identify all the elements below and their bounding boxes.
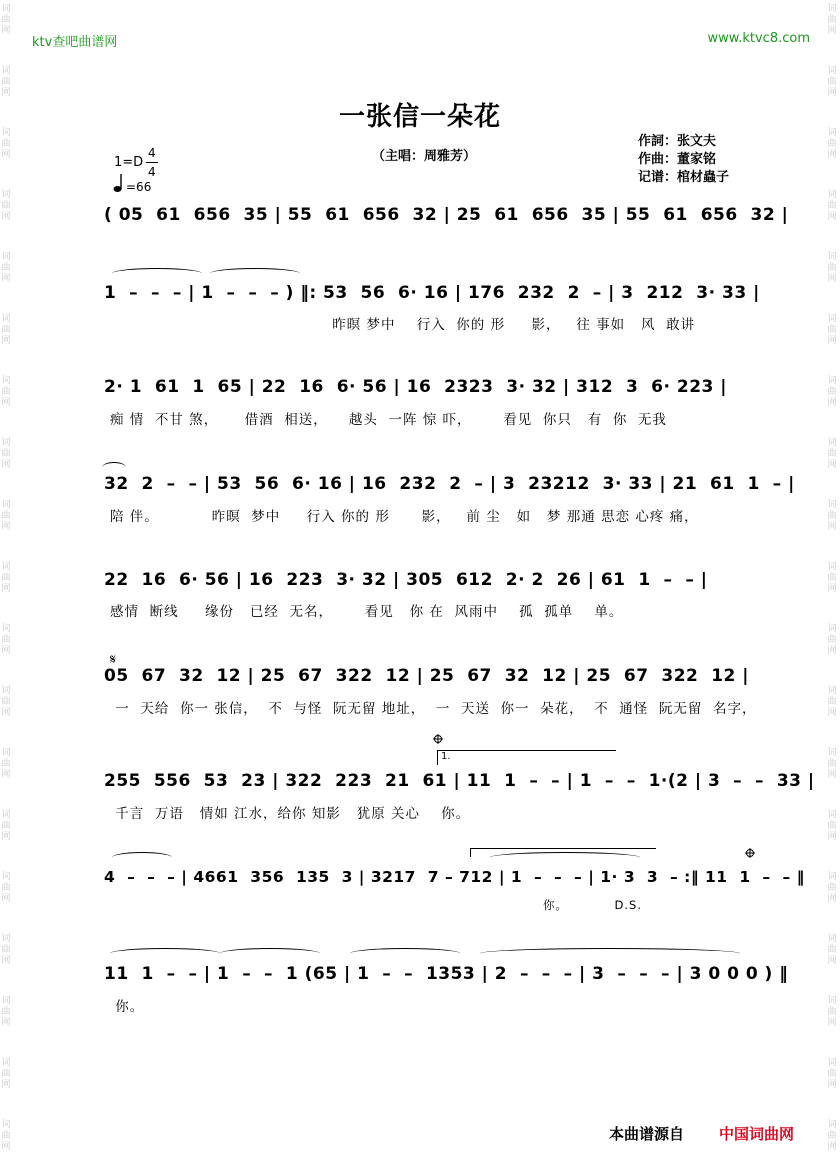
side-watermark-text: 词 曲 网 xyxy=(1,624,11,656)
slur-arc xyxy=(210,268,300,279)
volta-label: 1. xyxy=(441,751,451,762)
slur-arc xyxy=(112,268,202,279)
notation-line-9: 11 1 – – | 1 – – 1 (65 | 1 – – 1353 | 2 – – – | 3 – – – | 3 0 0 0 ) ‖ xyxy=(104,964,789,984)
side-watermark-text: 词 曲 网 xyxy=(1,810,11,842)
side-watermark-text: 词 曲 网 xyxy=(827,376,837,408)
side-watermark-text: 词 曲 网 xyxy=(1,996,11,1028)
side-watermark-text: 词 曲 网 xyxy=(1,872,11,904)
side-watermark-text: 词 曲 网 xyxy=(1,748,11,780)
side-watermark-text: 词 曲 网 xyxy=(827,1058,837,1090)
right-watermark-strip xyxy=(826,0,840,1169)
segno-sign: 𝄋 xyxy=(110,652,117,668)
song-title: 一张信一朵花 xyxy=(338,102,501,132)
lyrics-line-5: 感情 断线 缘份 已经 无名， 看见 你 在 风雨中 孤 孤单 单。 xyxy=(110,604,624,620)
tempo-marking: =66 xyxy=(126,180,152,194)
slur-arc xyxy=(480,948,740,959)
side-watermark-text: 词 曲 网 xyxy=(827,686,837,718)
lyrics-line-9: 你。 xyxy=(110,999,145,1015)
side-watermark-text: 词 曲 网 xyxy=(827,500,837,532)
time-signature-top: 4 xyxy=(148,146,156,160)
side-watermark-text: 词 曲 网 xyxy=(1,128,11,160)
slur-arc xyxy=(350,948,460,959)
slur-arc xyxy=(112,852,172,863)
side-watermark-text: 词 曲 网 xyxy=(827,438,837,470)
side-watermark-text: 词 曲 网 xyxy=(827,624,837,656)
side-watermark-text: 词 曲 网 xyxy=(827,314,837,346)
side-watermark-text: 词 曲 网 xyxy=(1,1058,11,1090)
side-watermark-text: 词 曲 网 xyxy=(827,190,837,222)
coda-icon xyxy=(433,734,443,744)
composer-credit: 作曲：董家铭 xyxy=(638,152,717,167)
side-watermark-text: 词 曲 网 xyxy=(827,252,837,284)
side-watermark-text: 词 曲 网 xyxy=(827,4,837,36)
side-watermark-text: 词 曲 网 xyxy=(827,562,837,594)
notation-line-3: 2· 1 61 1 65 | 22 16 6· 56 | 16 2323 3· 32 | 312 3 6· 223 | xyxy=(104,377,727,397)
side-watermark-text: 词 曲 网 xyxy=(827,128,837,160)
slur-arc xyxy=(110,948,220,959)
side-watermark-text: 词 曲 网 xyxy=(827,810,837,842)
side-watermark-text: 词 曲 网 xyxy=(827,934,837,966)
side-watermark-text: 词 曲 网 xyxy=(1,314,11,346)
left-watermark-strip xyxy=(0,0,14,1169)
side-watermark-text: 词 曲 网 xyxy=(1,66,11,98)
singer-label: （主唱：周雅芳） xyxy=(372,149,477,164)
lyrics-line-7: 千言 万语 情如 江水，给你 知影 犹原 关心 你。 xyxy=(110,806,471,822)
slur-arc xyxy=(220,948,320,959)
side-watermark-text: 词 曲 网 xyxy=(827,872,837,904)
lyrics-line-3: 痴 情 不甘 煞， 借酒 相送， 越头 一阵 惊 吓， 看见 你只 有 你 无我 xyxy=(110,412,667,428)
slur-arc xyxy=(490,852,640,863)
transcriber-credit: 记谱：棺材蟲子 xyxy=(638,170,730,185)
key-signature: 1=D xyxy=(114,155,144,170)
slur-arc xyxy=(102,462,126,473)
notation-line-1: ( 05 61 656 35 | 55 61 656 32 | 25 61 656 35 | 55 61 656 32 | xyxy=(104,205,789,225)
side-watermark-text: 词 曲 网 xyxy=(827,1120,837,1152)
footer-source-site[interactable]: 中国词曲网 xyxy=(719,1125,795,1143)
time-signature-bottom: 4 xyxy=(148,165,156,179)
quarter-note-icon xyxy=(112,172,124,194)
side-watermark-text: 词 曲 网 xyxy=(1,252,11,284)
side-watermark-text: 词 曲 网 xyxy=(1,190,11,222)
side-watermark-text: 词 曲 网 xyxy=(1,686,11,718)
footer-source-label: 本曲谱源自 xyxy=(609,1125,685,1143)
notation-line-7: 255 556 53 23 | 322 223 21 61 | 11 1 – – | 1 – – 1·(2 | 3 – – 33 | xyxy=(104,771,815,791)
lyrics-line-8: 你。 D.S. xyxy=(110,898,642,912)
lyrics-line-4: 陪 伴。 昨暝 梦中 行入 你的 形 影， 前 尘 如 梦 那通 思恋 心疼 痛， xyxy=(110,509,699,525)
side-watermark-text: 词 曲 网 xyxy=(1,376,11,408)
side-watermark-text: 词 曲 网 xyxy=(1,934,11,966)
side-watermark-text: 词 曲 网 xyxy=(1,562,11,594)
notation-line-4: 32 2 – – | 53 56 6· 16 | 16 232 2 – | 3 23212 3· 33 | 21 61 1 – | xyxy=(104,474,795,494)
notation-line-5: 22 16 6· 56 | 16 223 3· 32 | 305 612 2· 2 26 | 61 1 – – | xyxy=(104,570,708,590)
lyrics-line-2: 昨暝 梦中 行入 你的 形 影， 往 事如 风 敢讲 xyxy=(110,317,696,333)
site-logo-left[interactable]: ktv查吧曲谱网 xyxy=(32,35,118,50)
side-watermark-text: 词 曲 网 xyxy=(827,996,837,1028)
side-watermark-text: 词 曲 网 xyxy=(827,66,837,98)
volta-bracket xyxy=(437,750,616,765)
notation-line-2: 1 – – – | 1 – – – ) ‖: 53 56 6· 16 | 176 232 2 – | 3 212 3· 33 | xyxy=(104,283,760,303)
side-watermark-text: 词 曲 网 xyxy=(1,438,11,470)
lyrics-line-6: 一 天给 你一 张信， 不 与怪 阮无留 地址， 一 天送 你一 朵花， 不 通怪 阮无留 名字， xyxy=(110,701,757,717)
side-watermark-text: 词 曲 网 xyxy=(827,748,837,780)
side-watermark-text: 词 曲 网 xyxy=(1,4,11,36)
time-signature-divider xyxy=(146,162,158,163)
notation-line-8: 4 – – – | 4661 356 135 3 | 3217 7 – 712 | 1 – – – | 1· 3 3 – :‖ 11 1 – – ‖ xyxy=(104,868,805,886)
notation-line-6: 05 67 32 12 | 25 67 322 12 | 25 67 32 12 | 25 67 322 12 | xyxy=(104,666,749,686)
side-watermark-text: 词 曲 网 xyxy=(1,500,11,532)
coda-icon-end xyxy=(745,848,755,858)
side-watermark-text: 词 曲 网 xyxy=(1,1120,11,1152)
lyricist-credit: 作詞：张文夫 xyxy=(638,134,717,149)
site-url-right[interactable]: www.ktvc8.com xyxy=(707,31,810,46)
